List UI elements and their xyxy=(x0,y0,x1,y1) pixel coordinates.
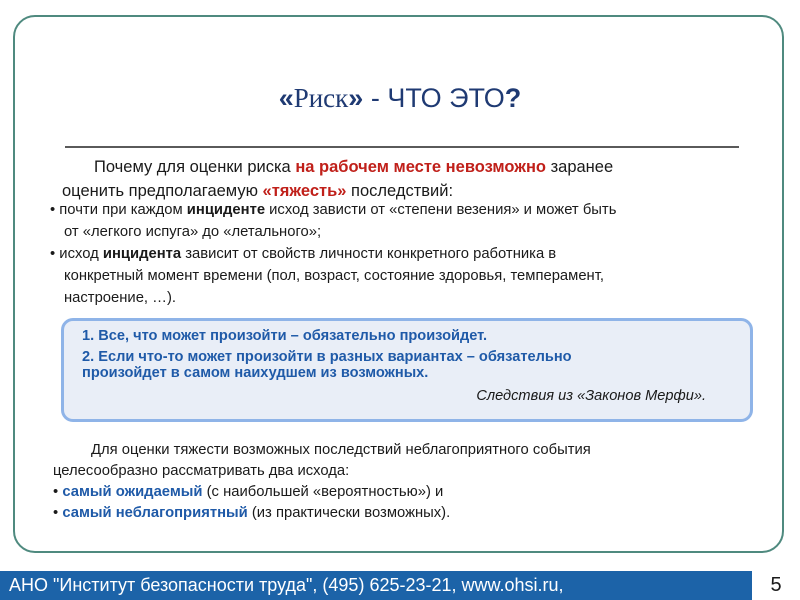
intro-text: Почему для оценки риска xyxy=(94,158,296,176)
list-item-continuation: конкретный момент времени (пол, возраст, состояние здоровья, темперамент, xyxy=(64,268,604,284)
intro-highlight: «тяжесть» xyxy=(262,182,347,200)
title-rest: - ЧТО ЭТО xyxy=(363,83,505,113)
title-close-quote: » xyxy=(348,83,364,113)
list-item-continuation: настроение, …). xyxy=(64,290,176,306)
intro-line-1 xyxy=(62,155,762,179)
bullet-icon: • xyxy=(50,246,56,262)
bullet-icon: • xyxy=(53,505,59,521)
footer-text: АНО "Институт безопасности труда", (495) 625-23-21, www.ohsi.ru, xyxy=(9,575,564,595)
intro-text: оценить предполагаемую xyxy=(62,182,263,200)
outcome-text: (с наибольшей «вероятностью») и xyxy=(202,484,444,500)
intro-paragraph xyxy=(62,155,762,203)
murphy-source: Следствия из «Законов Мерфи». xyxy=(476,388,706,404)
list-item-text: исход xyxy=(55,246,103,262)
outcome-label: самый ожидаемый xyxy=(62,484,203,500)
list-item-bold: инцидента xyxy=(102,246,182,262)
title-word: Риск xyxy=(293,83,349,113)
murphy-law-2 xyxy=(82,349,742,381)
murphy-laws-box xyxy=(61,318,753,422)
list-item-bold: инциденте xyxy=(186,202,266,218)
list-item-text: почти при каждом xyxy=(55,202,187,218)
intro-text: последствий: xyxy=(346,182,454,200)
outro-line-1: Для оценки тяжести возможных последствий неблагоприятного события xyxy=(91,442,591,458)
bullet-icon: • xyxy=(50,202,56,218)
page-number: 5 xyxy=(770,574,782,596)
bullet-list xyxy=(50,199,770,309)
title-divider xyxy=(65,146,739,148)
intro-text: заранее xyxy=(546,158,614,176)
list-item xyxy=(50,199,770,221)
murphy-law-1: 1. Все, что может произойти – обязательно произойдет. xyxy=(82,328,488,344)
slide-title xyxy=(0,83,800,114)
bullet-icon: • xyxy=(53,484,59,500)
outcome-text: (из практически возможных). xyxy=(247,505,451,521)
title-question-mark: ? xyxy=(504,83,522,113)
outro-paragraph xyxy=(53,440,773,524)
list-item-continuation: от «легкого испуга» до «летального»; xyxy=(64,224,322,240)
title-open-quote: « xyxy=(278,83,294,113)
list-item xyxy=(50,243,770,265)
list-item-text: зависит от свойств личности конкретного работника в xyxy=(181,246,557,262)
outro-line-2: целесообразно рассматривать два исхода: xyxy=(53,463,350,479)
list-item xyxy=(53,503,773,524)
intro-highlight: на рабочем месте невозможно xyxy=(295,158,546,176)
footer-bar xyxy=(0,571,752,600)
list-item-text: исход зависти от «степени везения» и может быть xyxy=(265,202,617,218)
murphy-law-2-line-2: произойдет в самом наихудшем из возможных. xyxy=(82,365,429,381)
outcome-label: самый неблагоприятный xyxy=(62,505,248,521)
murphy-law-2-line-1: 2. Если что-то может произойти в разных вариантах – обязательно xyxy=(82,349,572,365)
list-item xyxy=(53,482,773,503)
